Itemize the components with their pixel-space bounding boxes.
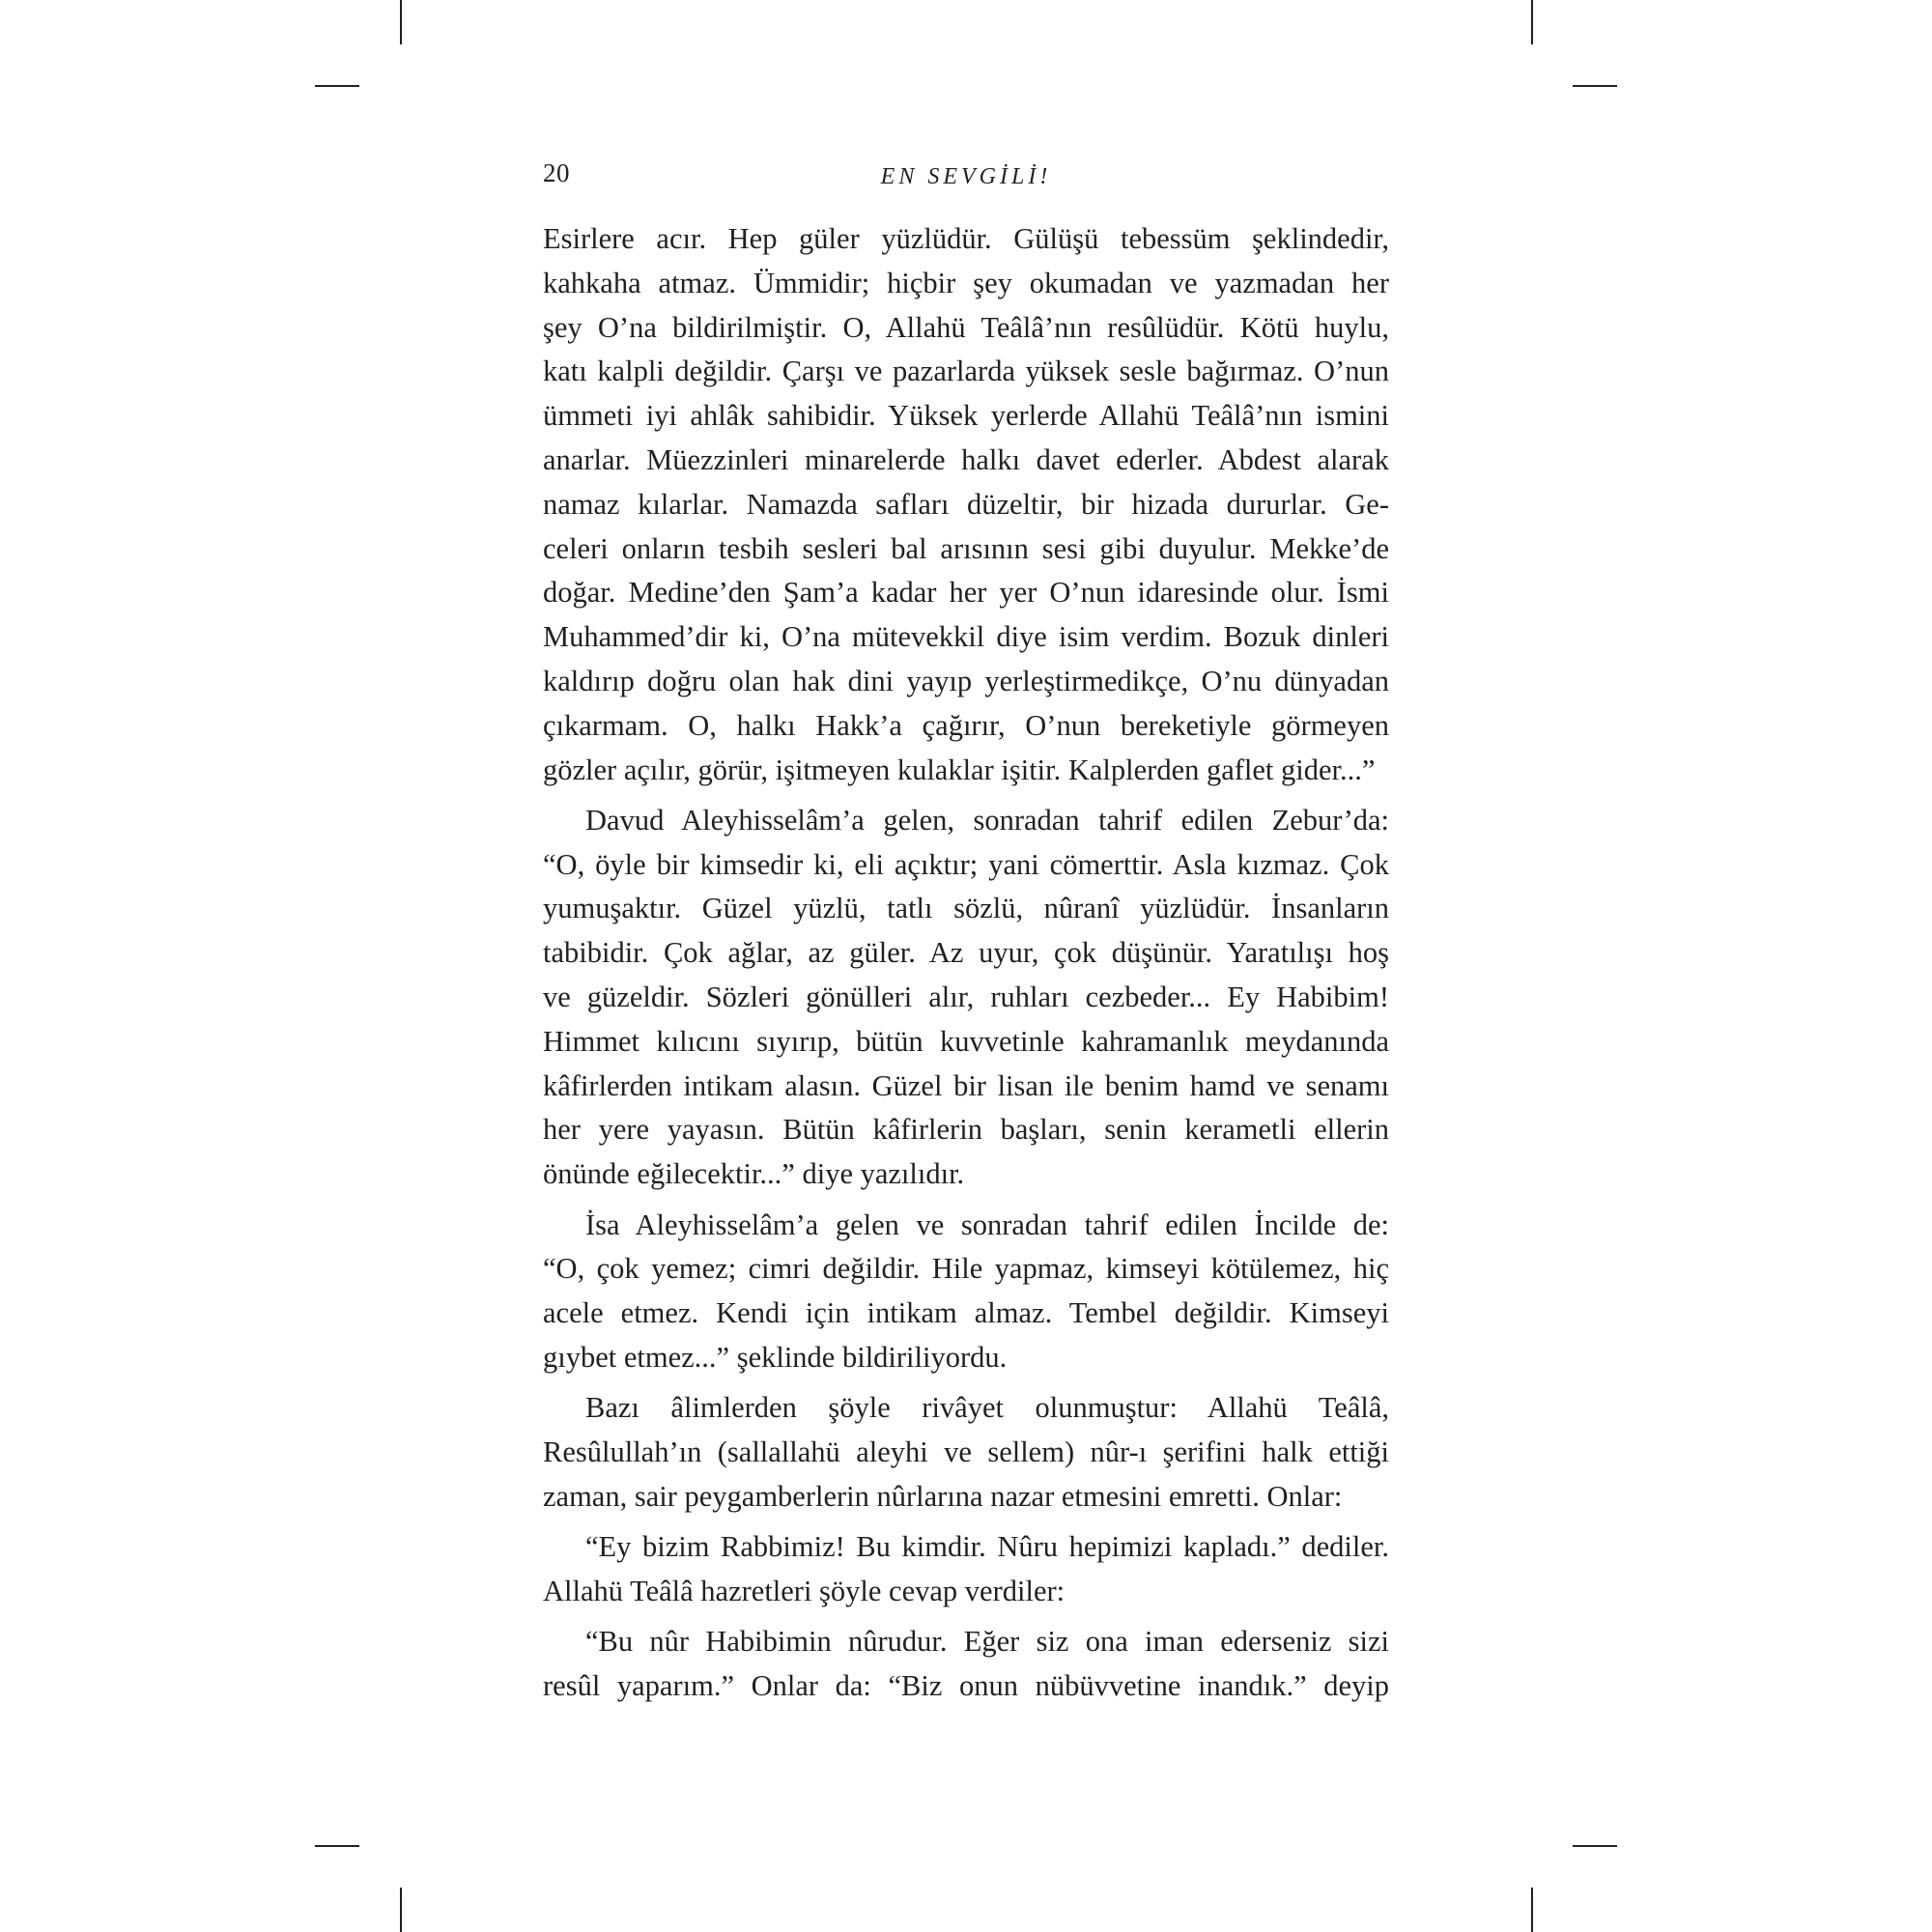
text-line: Resûlullah’ın (sallallahü aleyhi ve sellem) nûr-ı şerifini halk ettiği	[543, 1435, 1389, 1469]
text-line: Muhammed’dir ki, O’na mütevekkil diye isim verdim. Bozuk dinleri	[543, 620, 1389, 654]
text-line: anarlar. Müezzinleri minarelerde halkı davet ederler. Abdest alarak	[543, 442, 1389, 476]
crop-mark-top-left-vertical	[400, 0, 402, 44]
text-line: kâfirlerden intikam alasın. Güzel bir lisan ile benim hamd ve senamı	[543, 1068, 1389, 1102]
crop-mark-bottom-right-horizontal	[1573, 1845, 1617, 1847]
text-line: “Ey bizim Rabbimiz! Bu kimdir. Nûru hepimizi kapladı.” dediler.	[585, 1530, 1389, 1564]
text-line: Bazı âlimlerden şöyle rivâyet olunmuştur: Allahü Teâlâ,	[585, 1391, 1389, 1425]
text-line: kaldırıp doğru olan hak dini yayıp yerleştirmedikçe, O’nu dünyadan	[543, 664, 1389, 697]
text-line: doğar. Medine’den Şam’a kadar her yer O’nun idaresinde olur. İsmi	[543, 576, 1389, 610]
text-line: kahkaha atmaz. Ümmidir; hiçbir şey okumadan ve yazmadan her	[543, 266, 1389, 299]
text-line: gözler açılır, görür, işitmeyen kulaklar işitir. Kalplerden gaflet gider...”	[543, 753, 1376, 786]
text-line: celeri onların tesbih sesleri bal arısının sesi gibi duyulur. Mekke’de	[543, 531, 1389, 565]
paragraph	[543, 1386, 1389, 1519]
text-line: Davud Aleyhisselâm’a gelen, sonradan tahrif edilen Zebur’da:	[585, 803, 1389, 837]
text-line: önünde eğilecektir...” diye yazılıdır.	[543, 1157, 965, 1191]
text-line: ve güzeldir. Sözleri gönülleri alır, ruhları cezbeder... Ey Habibim!	[543, 980, 1389, 1014]
text-line: Himmet kılıcını sıyırıp, bütün kuvvetinle kahramanlık meydanında	[543, 1024, 1389, 1058]
text-line: resûl yaparım.” Onlar da: “Biz onun nübüvvetine inandık.” deyip	[543, 1669, 1389, 1702]
running-head	[543, 155, 1389, 193]
paragraph	[543, 1620, 1389, 1709]
text-line: gıybet etmez...” şeklinde bildiriliyordu.	[543, 1340, 1008, 1374]
text-line: “Bu nûr Habibimin nûrudur. Eğer siz ona iman ederseniz sizi	[585, 1625, 1389, 1659]
paragraph	[543, 1204, 1389, 1380]
crop-mark-top-right-vertical	[1531, 0, 1533, 44]
crop-mark-bottom-left-vertical	[400, 1888, 402, 1932]
crop-mark-bottom-right-vertical	[1531, 1888, 1533, 1932]
text-line: zaman, sair peygamberlerin nûrlarına nazar etmesini emretti. Onlar:	[543, 1479, 1343, 1513]
crop-mark-top-left-horizontal	[315, 85, 359, 87]
text-line: katı kalpli değildir. Çarşı ve pazarlarda yüksek sesle bağırmaz. O’nun	[543, 355, 1389, 388]
text-line: çıkarmam. O, halkı Hakk’a çağırır, O’nun bereketiyle görmeyen	[543, 708, 1389, 742]
text-line: Esirlere acır. Hep güler yüzlüdür. Gülüşü tebessüm şeklindedir,	[543, 222, 1389, 255]
body-text	[543, 217, 1389, 1715]
paragraph	[543, 217, 1389, 792]
page-number: 20	[543, 158, 570, 187]
text-line: “O, öyle bir kimsedir ki, eli açıktır; yani cömerttir. Asla kızmaz. Çok	[543, 847, 1389, 881]
text-line: yumuşaktır. Güzel yüzlü, tatlı sözlü, nûranî yüzlüdür. İnsanların	[543, 892, 1389, 925]
crop-mark-bottom-left-horizontal	[315, 1845, 359, 1847]
text-line: ümmeti iyi ahlâk sahibidir. Yüksek yerlerde Allahü Teâlâ’nın ismini	[543, 399, 1389, 433]
text-line: “O, çok yemez; cimri değildir. Hile yapmaz, kimseyi kötülemez, hiç	[543, 1252, 1389, 1286]
text-line: İsa Aleyhisselâm’a gelen ve sonradan tahrif edilen İncilde de:	[585, 1208, 1389, 1241]
text-line: tabibidir. Çok ağlar, az güler. Az uyur, çok düşünür. Yaratılışı hoş	[543, 936, 1389, 970]
text-line: her yere yayasın. Bütün kâfirlerin başları, senin kerametli ellerin	[543, 1113, 1389, 1147]
text-line: acele etmez. Kendi için intikam almaz. Tembel değildir. Kimseyi	[543, 1296, 1389, 1330]
paragraph	[543, 1525, 1389, 1614]
paragraph	[543, 799, 1389, 1197]
text-line: namaz kılarlar. Namazda safları düzeltir, bir hizada dururlar. Ge-	[543, 487, 1389, 521]
crop-mark-top-right-horizontal	[1573, 85, 1617, 87]
text-line: Allahü Teâlâ hazretleri şöyle cevap verdiler:	[543, 1574, 1065, 1607]
text-line: şey O’na bildirilmiştir. O, Allahü Teâlâ’nın resûlüdür. Kötü huylu,	[543, 310, 1389, 344]
running-title: EN SEVGİLİ!	[880, 164, 1052, 189]
